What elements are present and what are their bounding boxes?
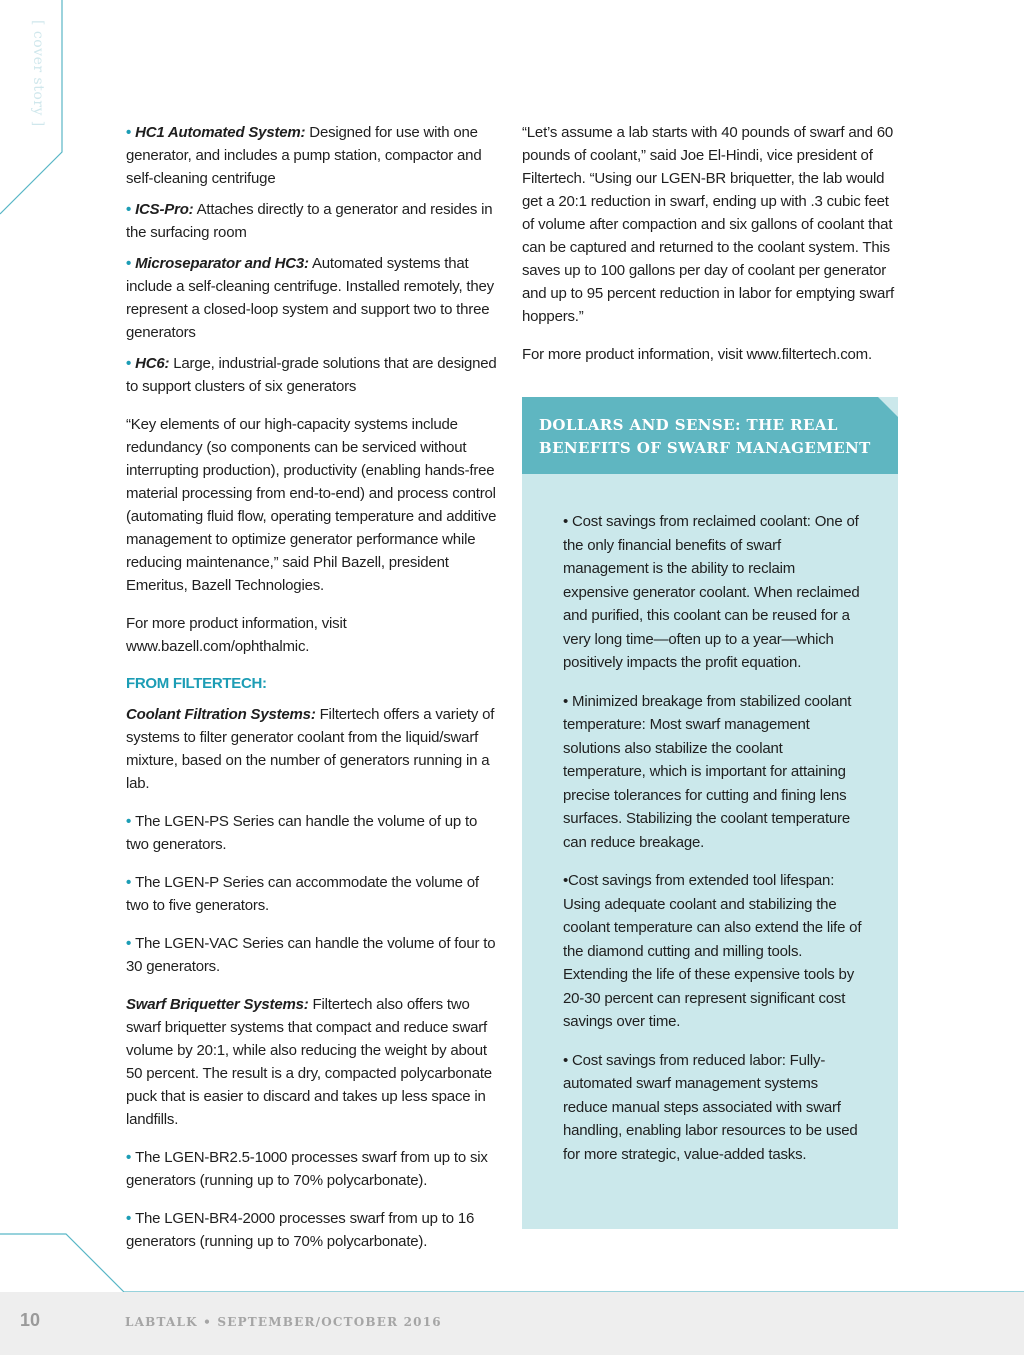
publication-info: LABTALK • SEPTEMBER/OCTOBER 2016 [125, 1315, 442, 1329]
sidebar-item: •Cost savings from extended tool lifespan: Using adequate coolant and stabilizing the coolant temperature can also extend the life of the diamond cutting and milling tools. Extending the life of these expensive tools by 20-30 percent can represent significant cost savings over time. [563, 872, 862, 1030]
coolant-item: • The LGEN-PS Series can handle the volume of up to two generators. [126, 813, 478, 853]
product-item-hc1: • HC1 Automated System: Designed for use with one generator, and includes a pump station, compactor and self-cleaning centrifuge [126, 124, 482, 187]
filtertech-more-info: For more product information, visit www.filtertech.com. [522, 346, 872, 363]
filtertech-heading: FROM FILTERTECH: [126, 675, 267, 692]
briquetter-item: • The LGEN-BR2.5-1000 processes swarf from up to six generators (running up to 70% polycarbonate). [126, 1149, 488, 1189]
right-column [522, 121, 898, 366]
sidebar-item: • Cost savings from reduced labor: Fully-automated swarf management systems reduce manual steps associated with swarf handling, enabling labor resources to be used for more strategic, value-added tasks. [563, 1051, 858, 1163]
bazell-quote: “Key elements of our high-capacity systems include redundancy (so components can be serviced without interrupting production), productivity (enabling hands-free material processing from end-to-end) and process control (automating fluid flow, operating temperature and additive management to optimize generator performance while reducing maintenance,” said Phil Bazell, president Emeritus, Bazell Technologies. [126, 416, 497, 594]
coolant-item: • The LGEN-P Series can accommodate the volume of two to five generators. [126, 874, 479, 914]
sidebar-item: • Minimized breakage from stabilized coolant temperature: Most swarf management solutions also stabilize the coolant temperature, which is important for attaining precise tolerances for cutting and fining lens surfaces. Stabilizing the coolant temperature can reduce breakage. [563, 692, 852, 851]
left-column [126, 121, 502, 1253]
product-item-hc6: • HC6: Large, industrial-grade solutions that are designed to support clusters of six generators [126, 355, 497, 395]
briquetter-item: • The LGEN-BR4-2000 processes swarf from up to 16 generators (running up to 70% polycarbonate). [126, 1210, 475, 1250]
bazell-more-info: For more product information, visit www.bazell.com/ophthalmic. [126, 615, 347, 655]
sidebar-item: • Cost savings from reclaimed coolant: One of the only financial benefits of swarf management is the ability to reclaim expensive generator coolant. When reclaimed and purified, this coolant can be reused for a very long time—often up to a year—which positively impacts the profit equation. [563, 513, 860, 671]
briquetter-paragraph: Swarf Briquetter Systems: Filtertech also offers two swarf briquetter systems that compact and reduce swarf volume by 20:1, while also reducing the weight by about 50 percent. The result is a dry, compacted polycarbonate puck that is easier to discard and takes up less space in landfills. [126, 996, 492, 1128]
product-item-ics-pro: • ICS-Pro: Attaches directly to a generator and resides in the surfacing room [126, 201, 493, 241]
sidebar-title: DOLLARS AND SENSE: THE REAL BENEFITS OF SWARF MANAGEMENT [539, 416, 871, 457]
filtertech-quote: “Let’s assume a lab starts with 40 pounds of swarf and 60 pounds of coolant,” said Joe El-Hindi, vice president of Filtertech. “Using our LGEN-BR briquetter, the lab would get a 20:1 reduction in swarf, ending up with .3 cubic feet of volume after compaction and six gallons of coolant that can be captured and returned to the coolant system. This saves up to 100 gallons per day of coolant per generator and up to 95 percent reduction in labor for emptying swarf hoppers.” [522, 124, 894, 325]
coolant-item: • The LGEN-VAC Series can handle the volume of four to 30 generators. [126, 935, 496, 975]
product-item-microseparator: • Microseparator and HC3: Automated systems that include a self-cleaning centrifuge. Installed remotely, they represent a closed-loop system and support two to three generators [126, 255, 494, 341]
section-tag: [ cover story ] [30, 20, 46, 127]
coolant-filtration-paragraph: Coolant Filtration Systems: Filtertech offers a variety of systems to filter generator coolant from the liquid/swarf mixture, based on the number of generators running in a lab. [126, 706, 495, 792]
page-number: 10 [20, 1310, 41, 1330]
sidebar-list [563, 510, 863, 1181]
